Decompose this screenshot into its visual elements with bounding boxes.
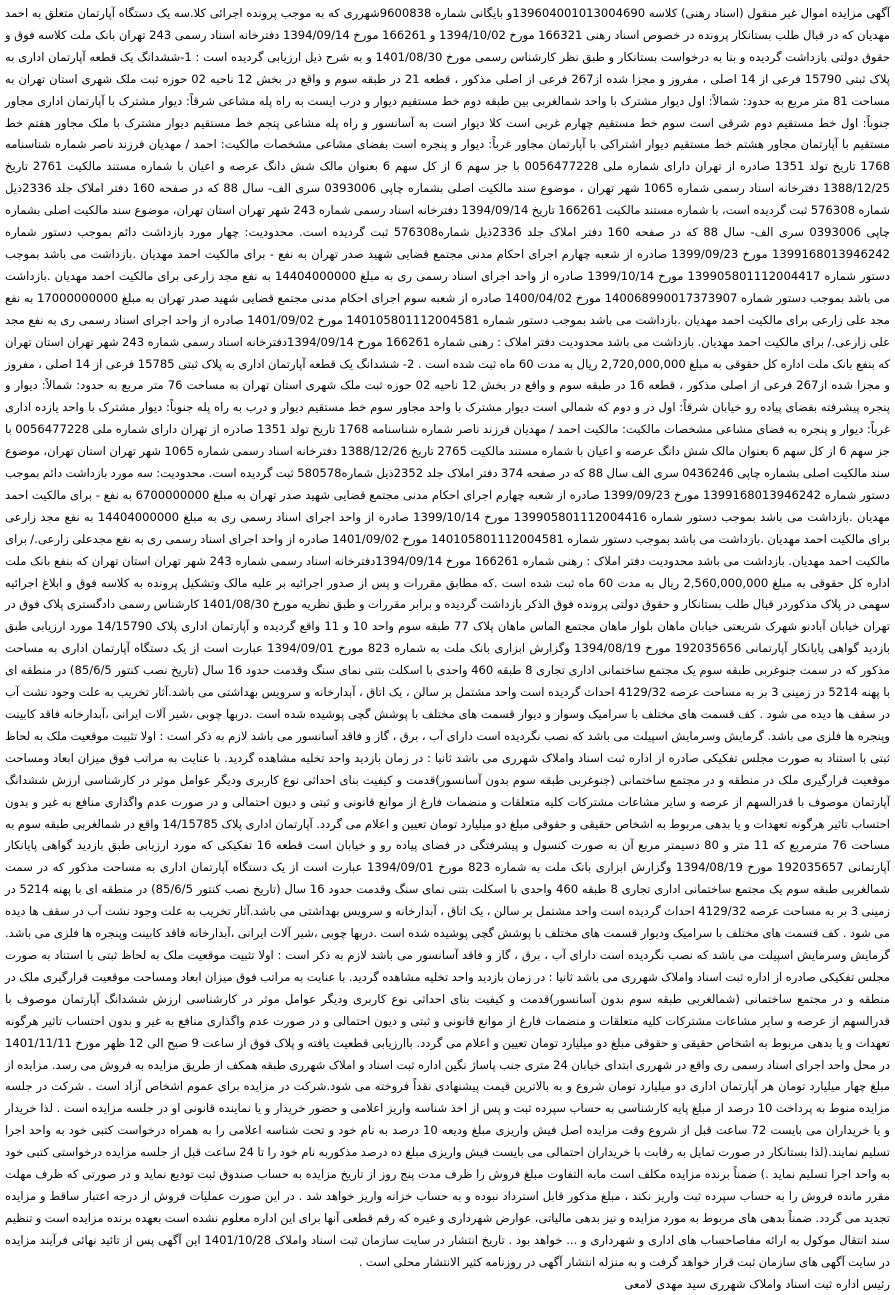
signature-line: رئیس اداره ثبت اسناد واملاک شهرری سید مهدی لامعی [624, 1276, 890, 1291]
auction-notice-body: آگهی مزایده اموال غیر منقول (اسناد رهنی) کلاسه 139604001013004690و بایگانی شماره 9600838شهرری که به موجب پرونده اجرائی کلا.سه یک دستگاه آپارتمان متعلق به احمد مهدیان که در قبال طلب بستانکار پرونده در خصوص اسناد رهنی 166321 مورخ 1394/10/02 و 166261 مورخ 1394/09/14 دفترخانه اسناد رسمی 243 تهران بانک ملت کلاسه فوق و حقوق دولتی بازداشت گردیده و بنا به درخواست بستانکار و طبق نظر کارشناس رسمی مورخ 1401/08/30 و به شرح ذیل ارزیابی گردیده است : 1-ششدانگ یک قطعه آپارتمان اداری به پلاک ثبتی 15790 فرعی از 14 اصلی ، مفروز و مجزا شده از267 فرعی از اصلی مذکور ، قطعه 21 در طبقه سوم و واقع در بخش 12 ناحیه 02 حوزه ثبت ملک شهری استان تهران به مساحت 81 متر مربع به حدود: شمالاً: اول دیوار مشترک با واحد شمالغربی بین طبقه دوم خط مستقیم دیوار و درب ایست به راه پله مشاعی شرقاً: دیوار مشترک با آپارتمان اداری مجاور جنوباً: اول خط مستقیم دوم شرقی است سوم خط مستقیم چهارم غربی است کلا دیوار است به آسانسور و راه پله مشاعی پنجم خط مستقیم دیوار مشترک با ملک مجاور هفتم خط مستقیم با آپارتمان مجاور هشتم خط مستقیم دیوار اشتراکی با آپارتمان مجاور غرباً: دیوار و پنجره است بفضای مشاعی مشخصات مالکیت: احمد / مهدیان فرزند ناصر شماره شناسنامه 1768 تاریخ تولد 1351 صادره از تهران دارای شماره ملی 0056477228 با جز سهم 6 از کل سهم 6 بعنوان مالک شش دانگ عرصه و اعیان با شماره مستند مالکیت 2761 تاریخ 1388/12/25 دفترخانه اسناد رسمی شماره 1065 شهر تهران ، موضوع سند مالکیت اصلی بشماره چاپی 0393006 سری الف- سال 88 که در صفحه 160 دفتر املاک جلد 2336ذیل شماره 576308 ثبت گردیده است، با شماره مستند مالکیت 166261 تاریخ 1394/09/14 دفترخانه اسناد رسمی شماره 243 شهر تهران استان تهران، موضوع سند مالکیت اصلی بشماره چاپی 0393006 سری الف- سال 88 که در صفحه 160 دفتر املاک جلد 2336ذیل شماره576308 ثبت گردیده است. محدودیت: چهار مورد بازداشت دائم بموجب دستور شماره 1399168013946242 مورخ 1399/09/23 صادره از شعبه چهارم اجرای احکام مدنی مجتمع قضایی شهید صدر تهران به نفع - برای مالکیت احمد مهدیان .بازداشت می باشد بموجب دستور شماره 139905801112004417 مورخ 1399/10/14 صادره از واحد اجرای اسناد رسمی ری به مبلغ 14404000000 به نفع مجد زارعی برای مالکیت احمد مهدیان .بازداشت می باشد بموجب دستور شماره 140068990017373907 مورخ 1400/04/02 صادره از شعبه سوم اجرای احکام مدنی مجتمع قضایی شهید صدر تهران به مبلغ 17000000000 به نفع مجد علی زارعی برای مالکیت احمد مهدیان .بازداشت می باشد بموجب دستور شماره 140105801112004581 مورخ 1401/09/02 صادره از واحد اجرای اسناد رسمی ری به نفع مجد علی زارعی./ برای مالکیت احمد مهدیان. بازداشت می باشد محدودیت دفتر املاک : رهنی شماره 166261 مورخ 1394/09/14دفترخانه اسناد رسمی شماره 243 شهر تهران استان تهران که بنفع بانک ملت اداره کل حقوقی به مبلغ 2,720,000,000 ریال به مدت 60 ماه ثبت شده است . 2- ششدانگ یک قطعه آپارتمان اداری به پلاک ثبتی 15785 فرعی از 14 اصلی ، مفروز و مجزا شده از267 فرعی از اصلی مذکور ، قطعه 16 در طبقه سوم و واقع در بخش 12 ناحیه 02 حوزه ثبت ملک شهری استان تهران به مساحت 76 متر مربع به حدود: شمالاً: دیوار و پنجره پیشرفته بفضای پیاده رو خیابان شرقاً: اول در و دوم که شمالی است دیوار مشترک با واحد مجاور سوم خط مستقیم دیوار و درب به راه پله جنوباً: دیوار مشترک با واحد یازده اداری غرباً: دیوار و پنجره به فضای مشاعی مشخصات مالکیت: مالکیت احمد / مهدیان فرزند ناصر شماره شناسنامه 1768 تاریخ تولد 1351 صادره از تهران دارای شماره ملی 0056477228 با جز سهم 6 از کل سهم 6 بعنوان مالک شش دانگ عرصه و اعیان با شماره مستند مالکیت 2765 تاریخ 1388/12/26 دفترخانه اسناد رسمی شماره 1065 شهر تهران استان تهران، موضوع سند مالکیت اصلی بشماره چاپی 0436246 سری الف سال 88 که در صفحه 374 دفتر املاک جلد 2352ذیل شماره580578 ثبت گردیده است. محدودیت: سه مورد بازداشت دائم بموجب دستور شماره 1399168013946242 مورخ 1399/09/23 صادره از شعبه چهارم اجرای احکام مدنی مجتمع قضایی شهید صدر تهران به مبلغ 6700000000 به نفع - برای مالکیت احمد مهدیان .بازداشت می باشد بموجب دستور شماره 139905801112004416 مورخ 1399/10/14 صادره از واحد اجرای اسناد رسمی ری به مبلغ 14404000000 به نفع مجد زارعی برای مالکیت احمد مهدیان .بازداشت می باشد بموجب دستور شماره 140105801112004581 مورخ 1401/09/02 صادره از واحد اجرای اسناد رسمی ری به نفع مجدعلی زارعی./ برای مالکیت احمد مهدیان. بازداشت می باشد محدودیت دفتر املاک : رهنی شماره 166261 مورخ 1394/09/14دفترخانه اسناد رسمی شماره 243 شهر تهران استان تهران که بنفع بانک ملت اداره کل حقوقی به مبلغ 2,560,000,000 ریال به مدت 60 ماه ثبت شده است .که مطابق مقررات و پس از صدور اجرائیه بر علیه مالک وتشکیل پرونده به کلاسه فوق و ابلاغ اجرائیه سهمی در پلاک مذکوردر قبال طلب بستانکار و حقوق دولتی پرونده فوق الذکر بازداشت گردیده و برابر مقررات و طبق نظریه مورخ 1401/08/30 کارشناس رسمی دادگستری پلاک فوق در تهران خیابان آبادنو شهرک شریعتی خیابان ماهان بلوار ماهان مجتمع الماس ماهان پلاک 77 طبقه سوم واحد 10 و 11 واقع گردیده و آپارتمان اداری پلاک 14/15790 مورد ارزیابی طبق بازدید گواهی پایانکار آپارتمانی 192035656 مورخ 1394/08/19 وگزارش ابزاری بانک ملت به شماره 823 مورخ 1394/09/01 عبارت است از یک دستگاه آپارتمان اداری به مساحت مذکور که در سمت جنوغربی طبقه سوم یک مجتمع ساختمانی اداری تجاری 8 طبقه 460 واحدی با اسکلت بتنی نمای سنگ وقدمت حدود 16 سال (تاریخ نصب کنتور 85/6/5) در منطقه ای با پهنه 5214 در زمینی 3 بر به مساحت عرصه 4129/32 احداث گردیده است واحد مشتمل بر سالن ، یک اتاق ، آبدارخانه و سرویس بهداشتی می باشد.آثار تخریب به علت وجود نشت آب در سقف ها دیده می شود . کف قسمت های مختلف با سرامیک وسوار و دیوار قسمت های مختلف با پوشش گچی پوشیده شده است .دربها چوبی ،شیر آلات ایرانی ،آبدارخانه فاقد کابینت وپنجره ها فلزی می باشد. گرمایش وسرمایش اسپیلت می باشد که نصب نگردیده است دارای آب ، برق ، گاز و فاقد آسانسور می باشد لازم به ذکر است : اولا تثبیت موقعیت ملک به لحاظ ثبتی با استناد به صورت مجلس تفکیکی صادره از اداره ثبت اسناد واملاک شهرری می باشد ثانیا : در زمان بازدید واحد تخلیه مشاهده گردید. با عنایت به مراتب فوق میزان ابعاد ومساحت موقعیت قرارگیری ملک در منطقه و در مجتمع ساختمانی (جنوغربی طبقه سوم بدون آسانسور)قدمت و کیفیت بنای احداثی نوع کاربری ودیگر عوامل موثر در کارشناسی ارزش ششدانگ آپارتمان موصوف با قدرالسهم از عرصه و سایر مشاعات مشترکات کلیه متعلقات و منضمات فارغ از موانع قانونی و ثبتی و دیون احتمالی و در صورت عدم واگذاری منافع به غیر و بدون احتساب تاثیر هرگونه تعهدات و یا بدهی مربوط به اشخاص حقیقی و حقوقی مبلغ دو میلیارد تومان تعیین و اعلام می گردد. آپارتمان اداری پلاک 14/15785 واقع در شمالغربی طبقه سوم به مساحت 76 مترمربع که 11 متر و 80 دسیمتر مربع آن به صورت کنسول و پیشرفتگی در فضای پیاده رو و خیابان است قطعه 16 تفکیکی که مورد ارزیابی طبق بازدید گواهی پایانکار آپارتمانی 192035657 مورخ 1394/08/19 وگزارش ابزاری بانک ملت به شماره 823 مورخ 1394/09/01 عبارت است از یک دستگاه آپارتمان اداری به مساحت مذکور که در سمت شمالغربی طبقه سوم یک مجتمع ساختمانی اداری تجاری 8 طبقه 460 واحدی با اسکلت بتنی نمای سنگ وقدمت حدود 16 سال (تاریخ نصب کنتور 85/6/5) در منطقه ای با پهنه 5214 در زمینی 3 بر به مساحت عرصه 4129/32 احداث گردیده است واحد مشتمل بر سالن ، یک اتاق ، آبدارخانه و سرویس بهداشتی می باشد.آثار تخریب به علت وجود نشت آب در سقف ها دیده می شود . کف قسمت های مختلف با سرامیک ودیوار قسمت های مختلف با پوشش گچی پوشیده شده است .دربها چوبی ،شیر آلات ایرانی ،آبدارخانه فاقد کابینت وپنجره ها فلزی می باشد. گرمایش وسرمایش اسپیلت می باشد که نصب نگردیده است دارای آب ، برق ، گاز و فاقد آسانسور می باشد لازم به ذکر است : اولا تثبیت موقعیت ملک به لحاظ ثبتی با استناد به صورت مجلس تفکیکی صادره از اداره ثبت اسناد واملاک شهرری می باشد ثانیا : در زمان بازدید واحد تخلیه مشاهده گردید. با عنایت به مراتب فوق میزان ابعاد ومساحت موقعیت قرارگیری ملک در منطقه و در مجتمع ساختمانی (شمالغربی طبقه سوم بدون آسانسور)قدمت و کیفیت بنای احداثی نوع کاربری ودیگر عوامل موثر در کارشناسی ارزش ششدانگ آپارتمان موصوف با قدرالسهم از عرصه و سایر مشاعات مشترکات کلیه متعلقات و منضمات فارغ از موانع قانونی و ثبتی و دیون احتمالی و در صورت عدم واگذاری منافع به غیر و بدون احتساب تاثیر هرگونه تعهدات و یا بدهی مربوط به اشخاص حقیقی و حقوقی مبلغ دو میلیارد تومان تعیین و اعلام می گردد. باارزیابی قطعیت یافته و پلاک فوق از ساعت 9 صبح الی 12 ظهر مورخ 1401/11/11 در محل واحد اجرای اسناد رسمی ری واقع در شهرری ابتدای خیابان 24 متری جنب پاساژ نگین اداره ثبت اسناد و املاک شهرری طبقه همکف از طریق مزایده به فروش می رسد. مزایده از مبلغ چهار میلیارد تومان هر آپارتمان اداری دو میلیارد تومان شروع و به بالاترین قیمت پیشنهادی نقداً فروخته می شود.شرکت در مزایده برای عموم اشخاص آزاد است . شرکت در جلسه مزایده منوط به پرداخت 10 درصد از مبلغ پایه کارشناسی به حساب سپرده ثبت و پس از اخذ شناسه واریز اعلامی و حضور خریدار و یا نماینده قانونی او در جلسه مزایده است . لذا خریدار و یا خریداران می بایست 72 ساعت قبل از شروع وقت مزایده اصل فیش واریزی مبلغ ودیعه 10 درصد به نام خود و تحت شناسه اعلامی را به همراه درخواست کتبی خود به واحد اجرا تسلیم نمایند.(لذا بستانکار در صورت تمایل به رقابت با خریداران احتمالی می بایست فیش واریزی مبلغ ده درصد مذکوربه نام خود را تا 24 ساعت قبل از جلسه مزایده درخواستی کتبی خود به واحد اجرا تسلیم نماید .) ضمناً برنده مزایده مکلف است مابه التفاوت مبلغ فروش را ظرف مدت پنج روز از تاریخ مزایده به حساب صندوق ثبت تودیع نماید و در صورتی که ظرف مهلت مقرر مانده فروش را به حساب سپرده ثبت واریز نکند ، مبلغ مذکور قابل استرداد نبوده و به حساب خزانه واریز خواهد شد . در این صورت عملیات فروش از درجه اعتبار ساقط و مزایده تجدید می گردد. ضمناً بدهی های مربوط به مورد مزایده و نیز بدهی مالیاتی، عوارض شهرداری و غیره که رقم قطعی آنها برای این اداره معلوم نشده است بعهده برنده مزایده است و تنظیم سند انتقال موکول به ارائه مفاصاحساب های اداری و شهرداری و ... خواهد بود . تاریخ انتشار در سایت سازمان ثبت اسناد واملاک 1401/10/28 این آگهی پس از تائید نهائی فرآیند مزایده در سایت آگهی های سازمان ثبت قرار خواهد گرفت و به منزله انتشار آگهی در روزنامه کثیر الانتشار محلی است . [5, 6, 891, 1269]
